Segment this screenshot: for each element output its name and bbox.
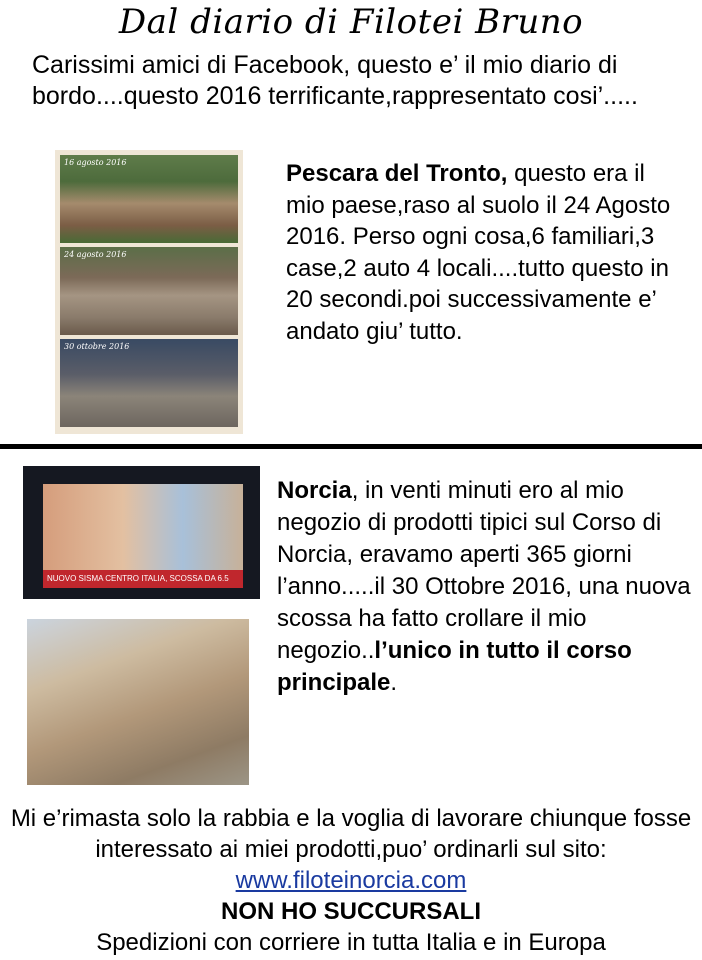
intro-text: Carissimi amici di Facebook, questo e’ il mio diario di bordo....questo 2016 terrificante,rappresentato cosi’..... [32, 51, 638, 110]
footer-text [0, 803, 702, 896]
norcia-text: , in venti minuti ero al mio negozio di prodotti tipici sul Corso di Norcia, eravamo aperti 365 giorni l’anno.....il 30 Ottobre 2016, una nuova scossa ha fatto crollare il mio negozio.. [277, 477, 691, 664]
norcia-end: . [390, 669, 398, 696]
footer [0, 803, 702, 958]
tv-news-photo [23, 466, 260, 599]
footer-message: Mi e’rimasta solo la rabbia e la voglia di lavorare chiunque fosse interessato ai miei prodotti,puo’ ordinarli sul sito: [10, 805, 692, 863]
norcia-ruins-photo [27, 619, 249, 785]
pescara-photo-collage [55, 150, 243, 434]
tv-ticker: NUOVO SISMA CENTRO ITALIA, SCOSSA DA 6.5 [43, 570, 243, 588]
shipping-notice: Spedizioni con corriere in tutta Italia e in Europa [96, 929, 606, 956]
norcia-paragraph [277, 475, 702, 699]
section-divider [0, 444, 702, 449]
norcia-title: Norcia [277, 477, 352, 504]
website-link[interactable]: www.filoteinorcia.com [235, 867, 467, 894]
pescara-text: questo era il mio paese,raso al suolo il 24 Agosto 2016. Perso ogni cosa,6 familiari,3 case,2 auto 4 locali....tutto questo in 20 secondi.poi successivamente e’ andato giu’ tutto. [286, 160, 671, 345]
page-title: Dal diario di Filotei Bruno [118, 2, 584, 42]
photo-after-second-quake [60, 339, 238, 427]
photo-caption: 24 agosto 2016 [64, 250, 127, 259]
photo-after-first-quake [60, 247, 238, 335]
pescara-title: Pescara del Tronto, [286, 160, 508, 187]
pescara-paragraph [286, 158, 686, 347]
photo-caption: 30 ottobre 2016 [64, 342, 130, 351]
no-branches-notice: NON HO SUCCURSALI [220, 898, 481, 925]
photo-caption: 16 agosto 2016 [64, 158, 127, 167]
photo-before [60, 155, 238, 243]
norcia-bold-text: l’unico in tutto il corso principale [277, 637, 632, 696]
